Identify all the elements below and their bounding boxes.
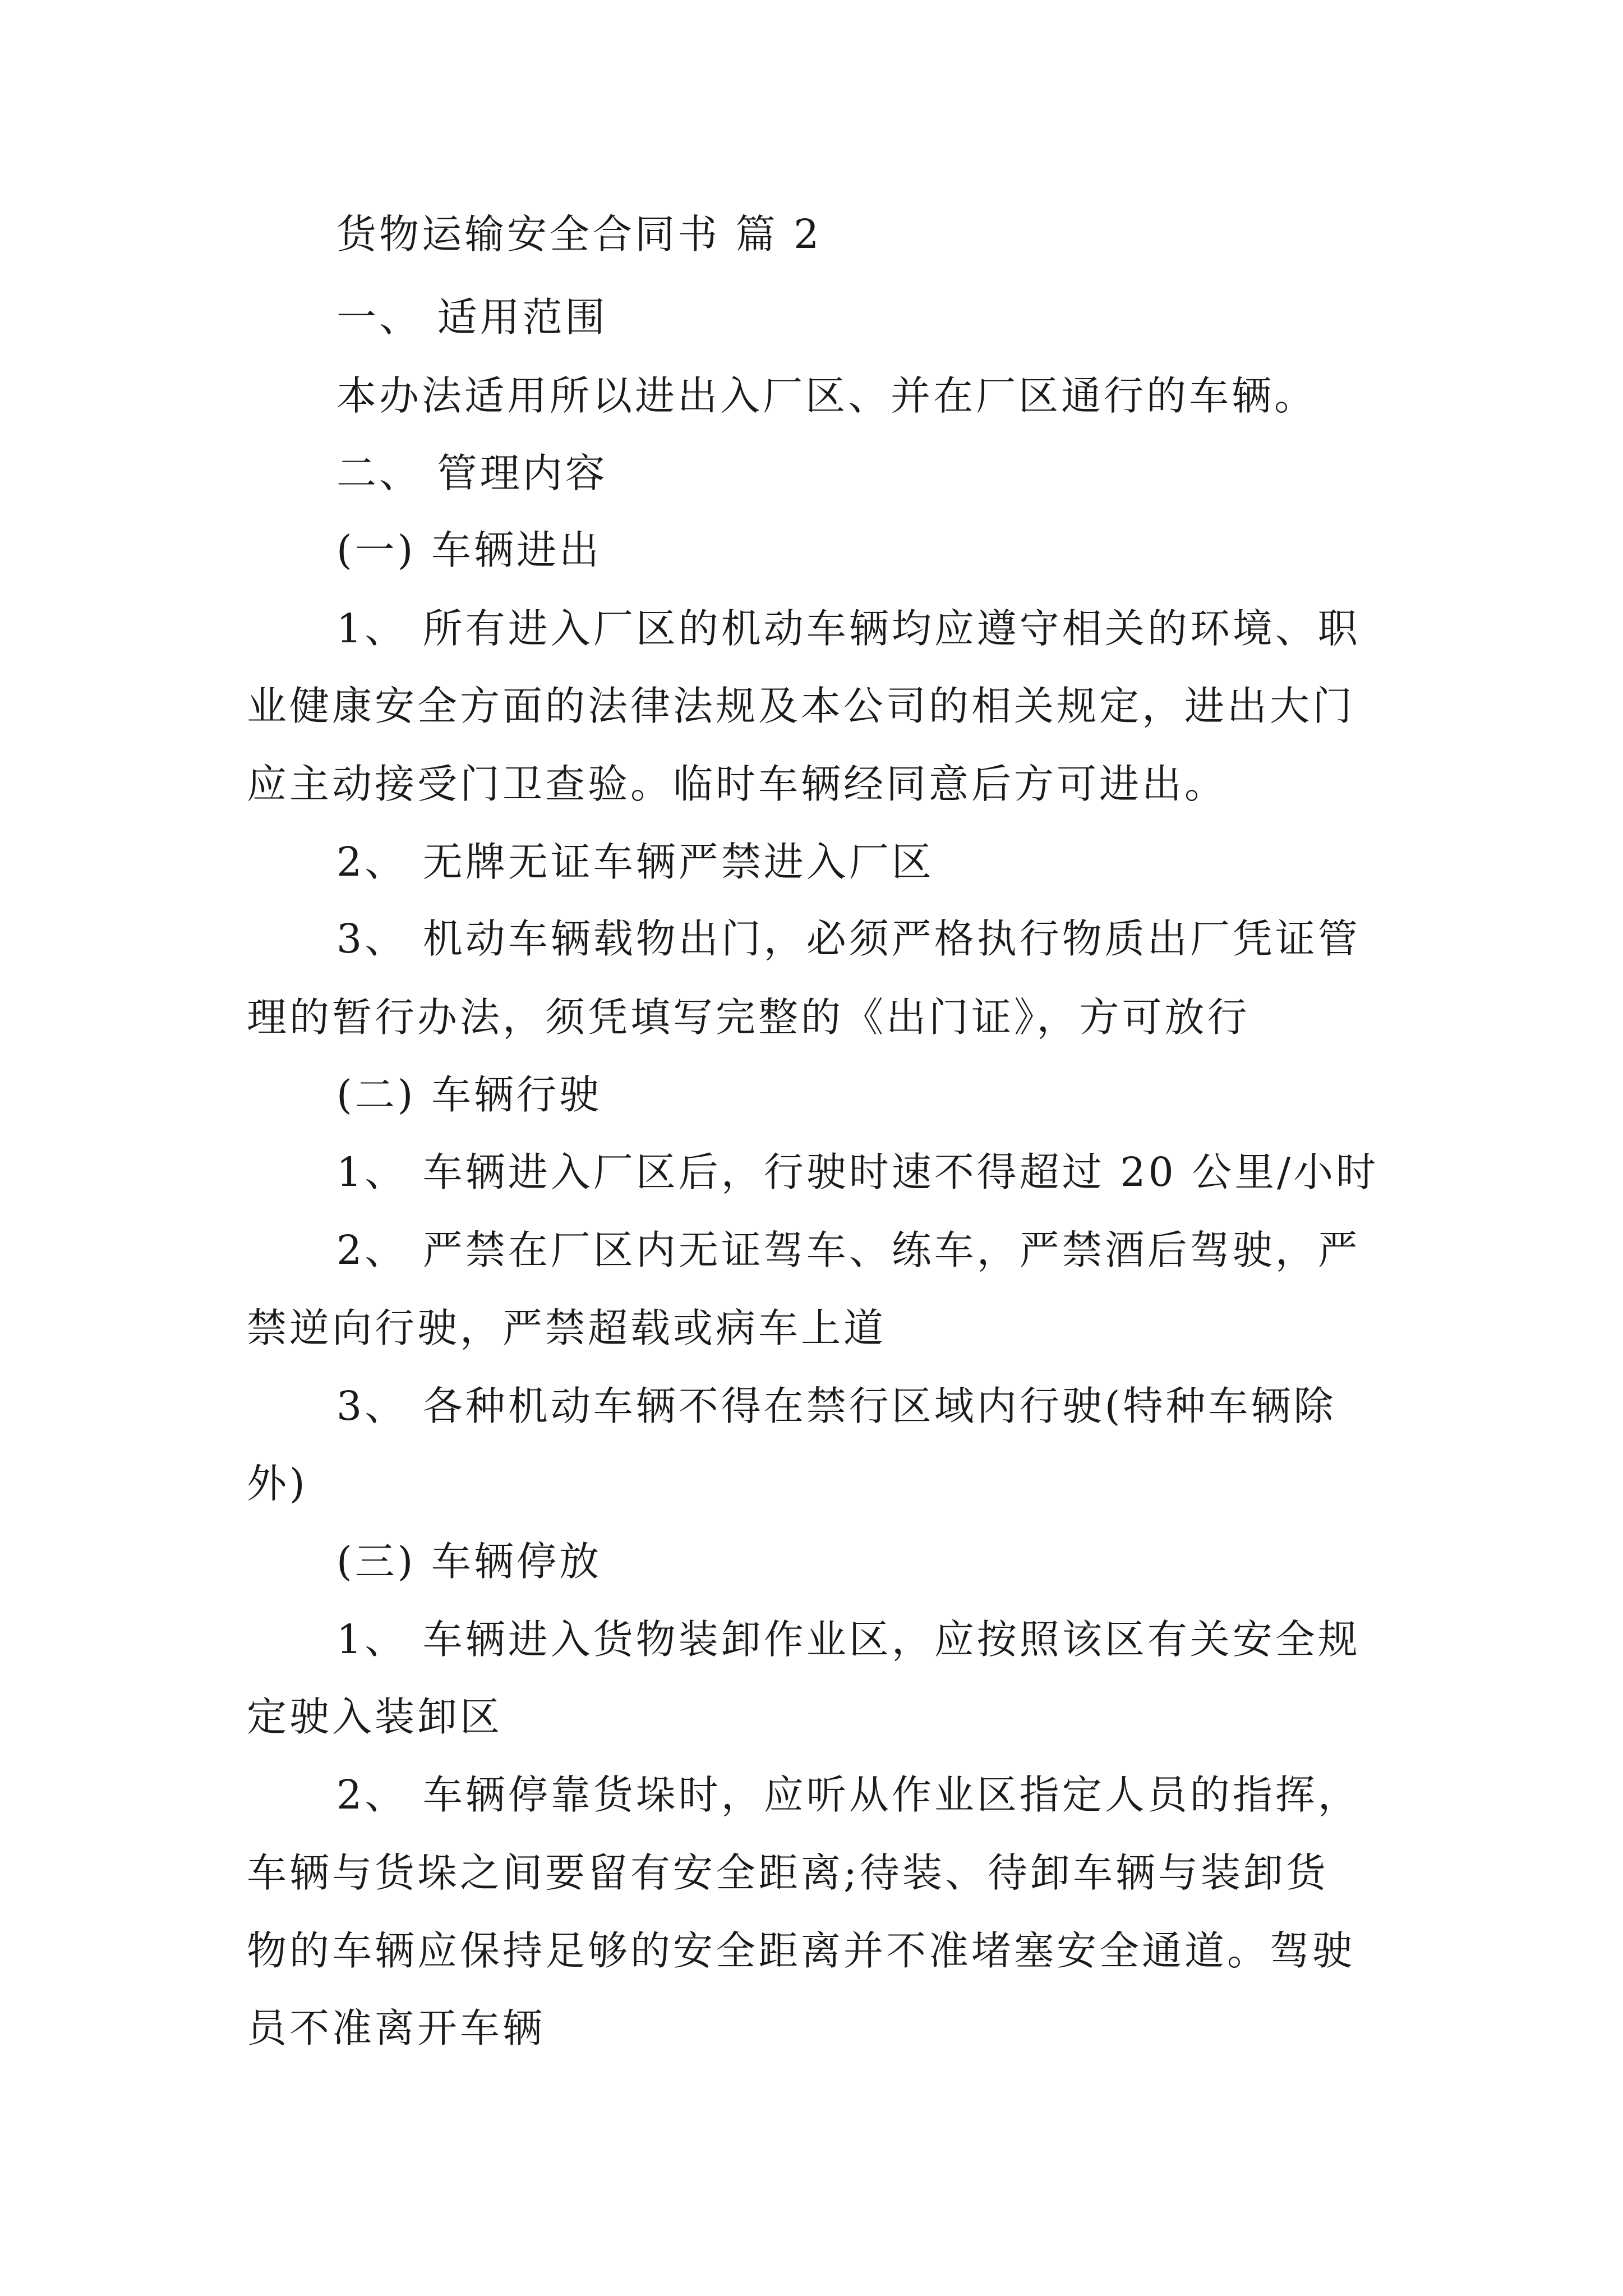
paragraph-line: 1、 车辆进入货物装卸作业区，应按照该区有关安全规 bbox=[336, 1616, 1361, 1663]
paragraph-line: 物的车辆应保持足够的安全距离并不准堵塞安全通道。驾驶 bbox=[247, 1927, 1355, 1974]
paragraph-line: 定驶入装卸区 bbox=[247, 1694, 503, 1740]
paragraph-line: 员不准离开车辆 bbox=[247, 2005, 546, 2051]
subsection-1-heading: (一) 车辆进出 bbox=[336, 527, 602, 573]
clause-1-2: 2、 无牌无证车辆严禁进入厂区 bbox=[336, 839, 934, 885]
section-1-heading: 一、 适用范围 bbox=[336, 294, 608, 341]
section-1-body: 本办法适用所以进出入厂区、并在厂区通行的车辆。 bbox=[336, 372, 1317, 419]
paragraph-line: 1、 所有进入厂区的机动车辆均应遵守相关的环境、职 bbox=[336, 605, 1361, 652]
paragraph-line: 2、 车辆停靠货垛时，应听从作业区指定人员的指挥， bbox=[336, 1772, 1361, 1818]
paragraph-line: 3、 机动车辆载物出门，必须严格执行物质出厂凭证管 bbox=[336, 915, 1361, 962]
paragraph-line: 2、 严禁在厂区内无证驾车、练车，严禁酒后驾驶，严 bbox=[336, 1227, 1361, 1273]
paragraph-line: 理的暂行办法，须凭填写完整的《出门证》，方可放行 bbox=[247, 994, 1250, 1041]
subsection-3-heading: (三) 车辆停放 bbox=[336, 1538, 602, 1585]
section-2-heading: 二、 管理内容 bbox=[336, 450, 608, 496]
paragraph-line: 车辆与货垛之间要留有安全距离;待装、待卸车辆与装卸货 bbox=[247, 1849, 1329, 1896]
paragraph-line: 业健康安全方面的法律法规及本公司的相关规定，进出大门 bbox=[247, 683, 1355, 729]
document-title: 货物运输安全合同书 篇 2 bbox=[336, 211, 822, 257]
paragraph-line: 3、 各种机动车辆不得在禁行区域内行驶(特种车辆除 bbox=[336, 1383, 1336, 1429]
paragraph-line: 禁逆向行驶，严禁超载或病车上道 bbox=[247, 1305, 887, 1351]
subsection-2-heading: (二) 车辆行驶 bbox=[336, 1071, 602, 1118]
paragraph-line: 外) bbox=[247, 1460, 308, 1507]
clause-2-1: 1、 车辆进入厂区后，行驶时速不得超过 20 公里/小时 bbox=[336, 1149, 1379, 1195]
paragraph-line: 应主动接受门卫查验。临时车辆经同意后方可进出。 bbox=[247, 761, 1228, 807]
